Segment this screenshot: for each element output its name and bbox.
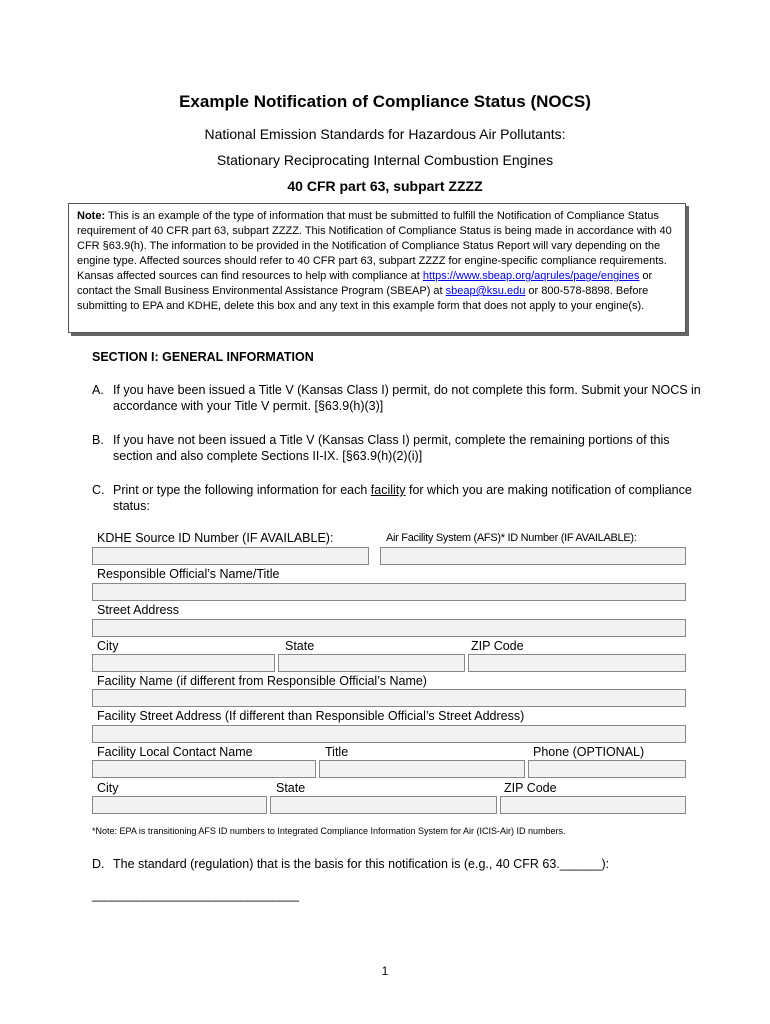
item-c xyxy=(92,482,702,514)
note-box xyxy=(68,203,686,333)
local-contact-field[interactable] xyxy=(92,760,316,778)
state2-label: State xyxy=(276,781,306,795)
street-label: Street Address xyxy=(97,603,179,617)
city2-field[interactable] xyxy=(92,796,267,814)
note-text-2: or contact the Small Business Environmental Assistance Program (SBEAP) at xyxy=(77,270,653,297)
state2-field[interactable] xyxy=(270,796,497,814)
official-label: Responsible Official’s Name/Title xyxy=(97,567,280,581)
zip-label: ZIP Code xyxy=(471,639,524,653)
sbeap-engines-link[interactable]: https://www.sbeap.org/aqrules/page/engines xyxy=(422,270,640,282)
state-label: State xyxy=(285,639,315,653)
afs-id-label: Air Facility System (AFS)* ID Number (IF AVAILABLE): xyxy=(386,532,637,544)
item-d xyxy=(92,856,702,872)
item-d-text: The standard (regulation) that is the basis for this notification is (e.g., 40 CFR 63.______): xyxy=(113,857,610,871)
standard-blank-line[interactable]: ________________________________ xyxy=(92,888,299,902)
page-number: 1 xyxy=(381,964,389,978)
contact-title-field[interactable] xyxy=(319,760,525,778)
zip2-field[interactable] xyxy=(500,796,686,814)
contact-title-label: Title xyxy=(325,745,349,759)
afs-id-field[interactable] xyxy=(380,547,686,565)
facility-street-field[interactable] xyxy=(92,725,686,743)
item-c-facility: facility xyxy=(370,483,406,497)
state-field[interactable] xyxy=(278,654,465,672)
note-text: This is an example of the type of information that must be submitted to fulfill the Notification of Compliance Status requirement of 40 CFR part 63, subpart ZZZZ. This Notification of Compliance Status is being made in accordance with 40 CFR §63.9(h). The information to be provided in the Notification of Compliance Status Report will vary depending on the engine type. Affected sources should refer to 40 CFR part 63, subpart ZZZZ for engine-specific compliance requirements. Kansas affected sources can find resources to help with compliance at xyxy=(77,210,672,282)
item-a-text: If you have been issued a Title V (Kansas Class I) permit, do not complete this form. Submit your NOCS in accordance with your Title V permit. [§63.9(h)(3)] xyxy=(113,383,701,413)
item-c-letter: C. xyxy=(92,483,105,497)
item-c-text xyxy=(113,482,702,514)
official-field[interactable] xyxy=(92,583,686,601)
phone-label: Phone (OPTIONAL) xyxy=(533,745,645,759)
cfr-reference: 40 CFR part 63, subpart ZZZZ xyxy=(287,178,483,194)
phone-field[interactable] xyxy=(528,760,686,778)
item-c-text-1: Print or type the following information for each xyxy=(113,483,371,497)
section-title: SECTION I: GENERAL INFORMATION xyxy=(92,350,314,364)
item-d-letter: D. xyxy=(92,857,105,871)
city-label: City xyxy=(97,639,119,653)
note-text-3: or 800-578-8898. Before submitting to EPA and KDHE, delete this box and any text in this example form that does not apply to your engine(s). xyxy=(77,285,649,312)
kdhe-id-field[interactable] xyxy=(92,547,369,565)
document-subtitle: National Emission Standards for Hazardous Air Pollutants: xyxy=(204,126,566,142)
item-b-text: If you have not been issued a Title V (Kansas Class I) permit, complete the remaining portions of this section and also complete Sections II-IX. [§63.9(h)(2)(i)] xyxy=(113,433,670,463)
zip2-label: ZIP Code xyxy=(504,781,557,795)
document-subtitle-engines: Stationary Reciprocating Internal Combustion Engines xyxy=(216,152,554,168)
item-a-letter: A. xyxy=(92,383,104,397)
city2-label: City xyxy=(97,781,119,795)
zip-field[interactable] xyxy=(468,654,686,672)
document-title: Example Notification of Compliance Status (NOCS) xyxy=(179,92,591,111)
item-b-letter: B. xyxy=(92,433,104,447)
sbeap-email-link[interactable]: sbeap@ksu.edu xyxy=(445,285,526,297)
item-c-text-2: for which you are making notification of compliance status: xyxy=(113,483,692,513)
item-a xyxy=(92,382,702,414)
local-contact-label: Facility Local Contact Name xyxy=(97,745,253,759)
facility-street-label: Facility Street Address (If different than Responsible Official’s Street Address) xyxy=(97,709,525,723)
street-field[interactable] xyxy=(92,619,686,637)
city-field[interactable] xyxy=(92,654,275,672)
facility-name-label: Facility Name (if different from Responsible Official’s Name) xyxy=(97,674,427,688)
kdhe-id-label: KDHE Source ID Number (IF AVAILABLE): xyxy=(97,531,334,545)
note-label: Note: xyxy=(77,210,106,222)
afs-footnote: *Note: EPA is transitioning AFS ID numbers to Integrated Compliance Information System for Air (ICIS-Air) ID numbers. xyxy=(92,826,566,836)
facility-name-field[interactable] xyxy=(92,689,686,707)
item-b xyxy=(92,432,702,464)
